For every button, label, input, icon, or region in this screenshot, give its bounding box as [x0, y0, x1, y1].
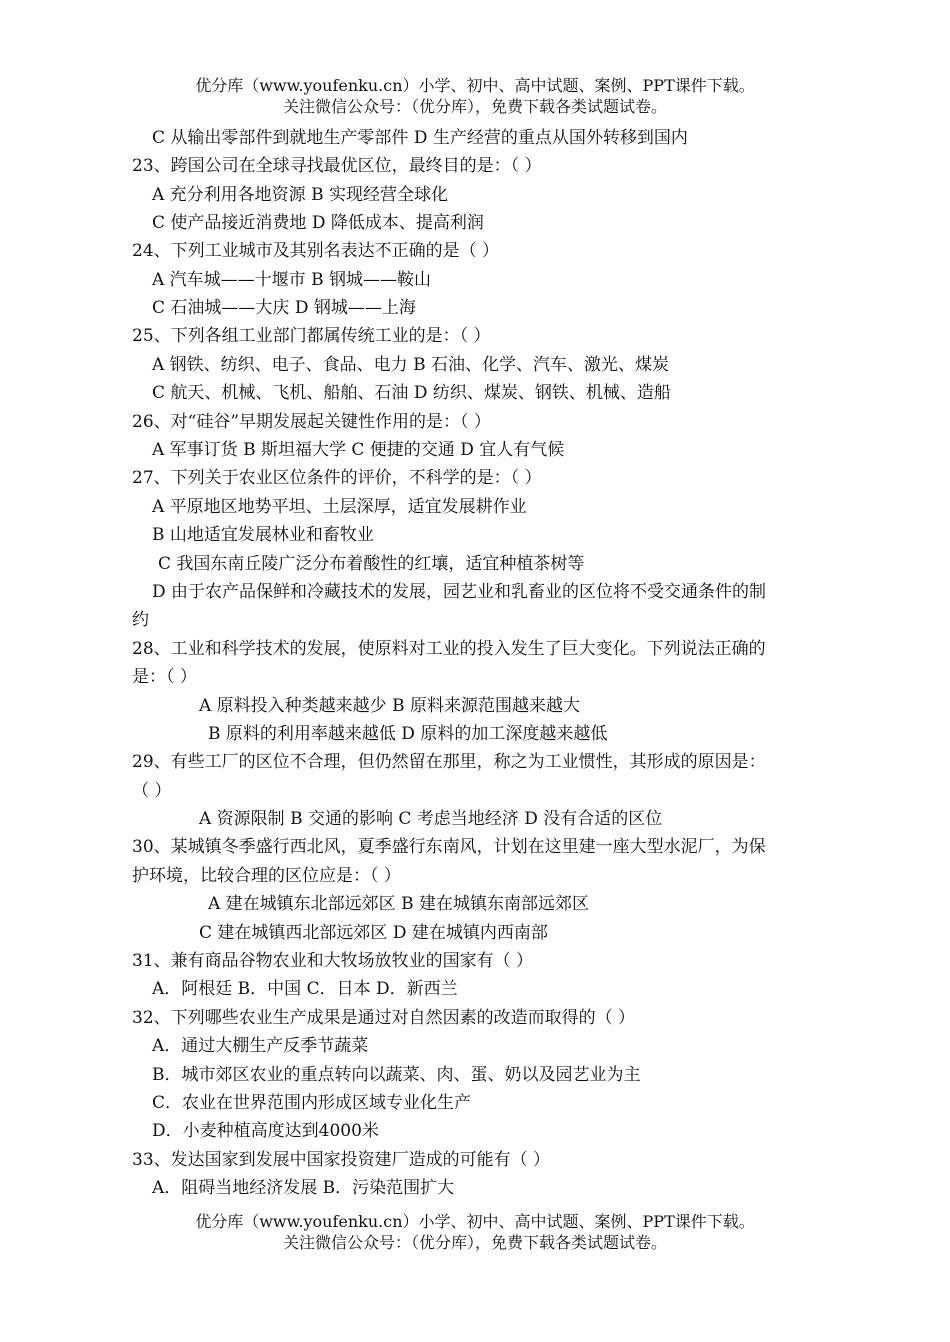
option-line: A 汽车城——十堰市 B 钢城——鞍山	[152, 270, 431, 290]
footer-line-1: 优分库（www.youfenku.cn）小学、初中、高中试题、案例、PPT课件下载。	[195, 1212, 755, 1231]
question-25: 25、下列各组工业部门都属传统工业的是：（ ）	[132, 326, 491, 346]
question-28-continued: 是：（ ）	[132, 667, 197, 687]
option-line: A．通过大棚生产反季节蔬菜	[152, 1036, 369, 1056]
question-28: 28、工业和科学技术的发展，使原料对工业的投入发生了巨大变化。下列说法正确的	[132, 639, 766, 659]
header-line-1: 优分库（www.youfenku.cn）小学、初中、高中试题、案例、PPT课件下载。	[195, 76, 755, 95]
question-26: 26、对“硅谷”早期发展起关键性作用的是：（ ）	[132, 412, 491, 432]
option-line: C．农业在世界范围内形成区域专业化生产	[152, 1093, 472, 1113]
option-line: A 资源限制 B 交通的影响 C 考虑当地经济 D 没有合适的区位	[199, 809, 663, 829]
option-line: A．阻碍当地经济发展 B．污染范围扩大	[152, 1178, 455, 1198]
option-line: A 军事订货 B 斯坦福大学 C 便捷的交通 D 宜人有气候	[152, 440, 565, 460]
option-line: A 钢铁、纺织、电子、食品、电力 B 石油、化学、汽车、激光、煤炭	[152, 355, 669, 375]
question-24: 24、下列工业城市及其别名表达不正确的是（ ）	[132, 241, 500, 261]
option-line: A．阿根廷 B．中国 C．日本 D．新西兰	[152, 979, 458, 999]
option-line: B 山地适宜发展林业和畜牧业	[152, 525, 374, 545]
option-line: C 我国东南丘陵广泛分布着酸性的红壤，适宜种植茶树等	[158, 554, 585, 574]
option-line: C 航天、机械、飞机、船舶、石油 D 纺织、煤炭、钢铁、机械、造船	[152, 383, 671, 403]
option-line: B．城市郊区农业的重点转向以蔬菜、肉、蛋、奶以及园艺业为主	[152, 1065, 641, 1085]
option-line: C 石油城——大庆 D 钢城——上海	[152, 298, 416, 318]
question-27: 27、下列关于农业区位条件的评价，不科学的是：（ ）	[132, 468, 542, 488]
option-line-continued: 约	[132, 610, 149, 630]
option-line: A 原料投入种类越来越少 B 原料来源范围越来越大	[199, 696, 580, 716]
question-29-continued: （ ）	[132, 781, 172, 801]
option-line: C 从输出零部件到就地生产零部件 D 生产经营的重点从国外转移到国内	[152, 128, 688, 148]
header-line-2: 关注微信公众号：（优分库），免费下载各类试题试卷。	[282, 97, 667, 116]
option-line: C 建在城镇西北部远郊区 D 建在城镇内西南部	[199, 923, 548, 943]
option-line: A 充分利用各地资源 B 实现经营全球化	[152, 185, 448, 205]
question-30: 30、某城镇冬季盛行西北风，夏季盛行东南风，计划在这里建一座大型水泥厂，为保	[132, 837, 766, 857]
question-23: 23、跨国公司在全球寻找最优区位，最终目的是：（ ）	[132, 156, 542, 176]
question-33: 33、发达国家到发展中国家投资建厂造成的可能有（ ）	[132, 1150, 551, 1170]
option-line: B 原料的利用率越来越低 D 原料的加工深度越来越低	[208, 724, 608, 744]
option-line: D．小麦种植高度达到4000米	[152, 1121, 379, 1141]
footer-line-2: 关注微信公众号：（优分库），免费下载各类试题试卷。	[282, 1233, 667, 1252]
option-line: D 由于农产品保鲜和冷藏技术的发展，园艺业和乳畜业的区位将不受交通条件的制	[152, 582, 767, 602]
question-30-continued: 护环境，比较合理的区位应是：（ ）	[132, 866, 401, 886]
question-32: 32、下列哪些农业生产成果是通过对自然因素的改造而取得的（ ）	[132, 1008, 636, 1028]
option-line: A 建在城镇东北部远郊区 B 建在城镇东南部远郊区	[208, 894, 589, 914]
option-line: A 平原地区地势平坦、土层深厚，适宜发展耕作业	[152, 497, 527, 517]
question-31: 31、兼有商品谷物农业和大牧场放牧业的国家有（ ）	[132, 951, 534, 971]
question-29: 29、有些工厂的区位不合理，但仍然留在那里，称之为工业惯性，其形成的原因是：	[132, 752, 766, 772]
option-line: C 使产品接近消费地 D 降低成本、提高利润	[152, 213, 484, 233]
